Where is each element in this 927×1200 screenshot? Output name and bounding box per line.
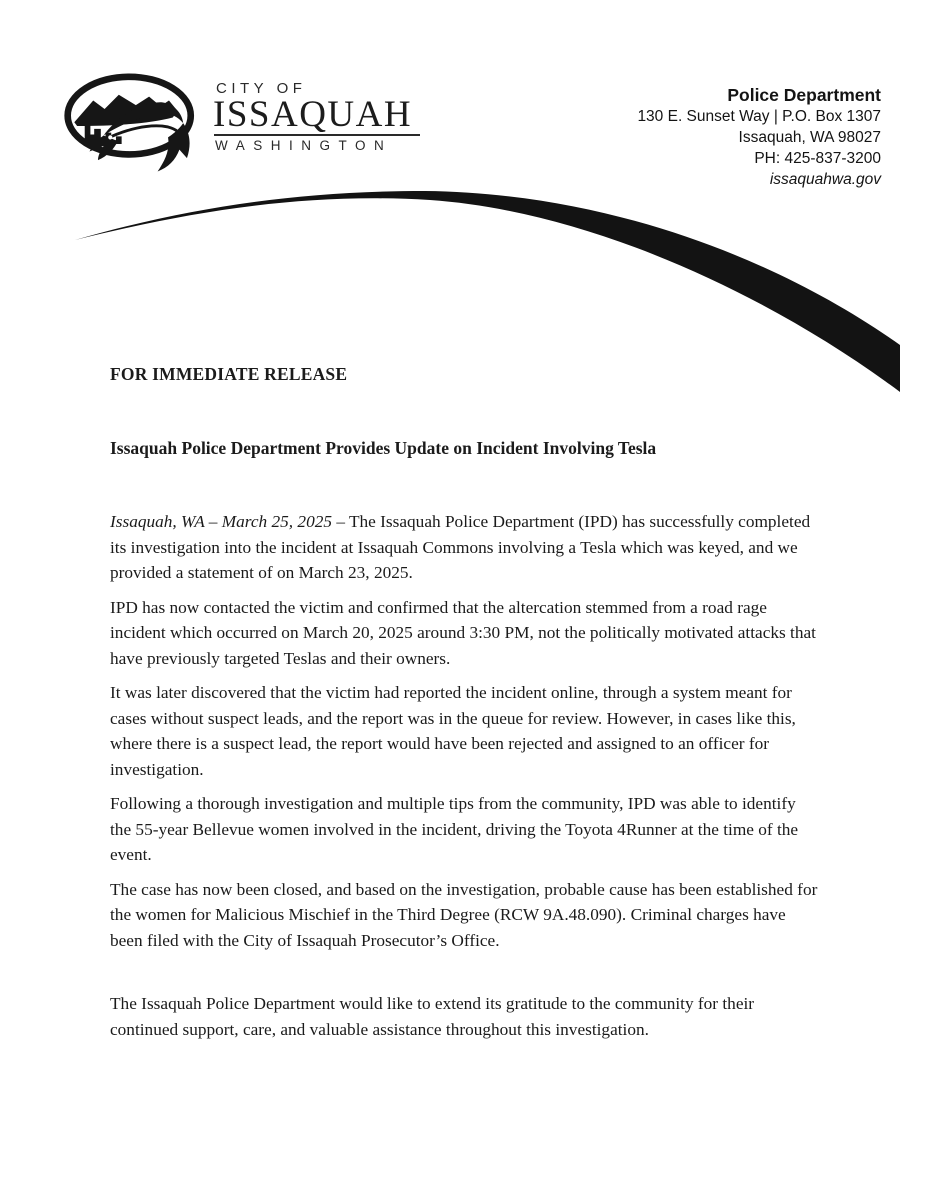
logo-wordmark xyxy=(213,80,423,153)
salmon-logo-icon xyxy=(62,72,204,180)
department-address-line2: Issaquah, WA 98027 xyxy=(738,129,881,146)
department-contact-block xyxy=(637,84,881,190)
department-phone: PH: 425-837-3200 xyxy=(754,150,881,167)
department-website: issaquahwa.gov xyxy=(769,171,881,188)
issaquah-city-logo xyxy=(62,70,422,180)
release-dateline: Issaquah, WA – March 25, 2025 xyxy=(110,512,332,531)
logo-state: WASHINGTON xyxy=(215,138,393,153)
body-paragraph: It was later discovered that the victim had reported the incident online, through a system meant for cases without suspect leads, and the report was in the queue for review. However, in cases like this, where there is a suspect lead, the report would have been rejected and assigned to an officer for investigation. xyxy=(110,683,796,779)
release-tag: FOR IMMEDIATE RELEASE xyxy=(110,364,348,384)
logo-city-of: CITY OF xyxy=(216,80,307,97)
department-title: Police Department xyxy=(727,85,881,105)
body-paragraph: IPD has now contacted the victim and confirmed that the altercation stemmed from a road rage incident which occurred on March 20, 2025 around 3:30 PM, not the politically motivated attacks that have previously targeted Teslas and their owners. xyxy=(110,597,816,668)
department-address-line1: 130 E. Sunset Way | P.O. Box 1307 xyxy=(637,108,881,125)
body-paragraph xyxy=(110,509,818,586)
release-headline: Issaquah Police Department Provides Update on Incident Involving Tesla xyxy=(110,438,657,458)
body-paragraph: Following a thorough investigation and multiple tips from the community, IPD was able to identify the 55-year Bellevue women involved in the incident, driving the Toyota 4Runner at the time of the event. xyxy=(110,794,799,864)
logo-name: ISSAQUAH xyxy=(213,94,413,135)
paragraph-text: – The Issaquah Police Department (IPD) has successfully completed its investigation into the incident at Issaquah Commons involving a Tesla which was keyed, and we provided a statement of on March 23, 2025. xyxy=(110,512,811,582)
body-paragraph: The case has now been closed, and based on the investigation, probable cause has been established for the women for Malicious Mischief in the Third Degree (RCW 9A.48.090). Criminal charges have been filed with the City of Issaquah Prosecutor’s Office. xyxy=(110,879,818,950)
release-body xyxy=(110,364,818,1051)
body-paragraph: The Issaquah Police Department would like to extend its gratitude to the community for their continued support, care, and valuable assistance throughout this investigation. xyxy=(110,994,755,1039)
